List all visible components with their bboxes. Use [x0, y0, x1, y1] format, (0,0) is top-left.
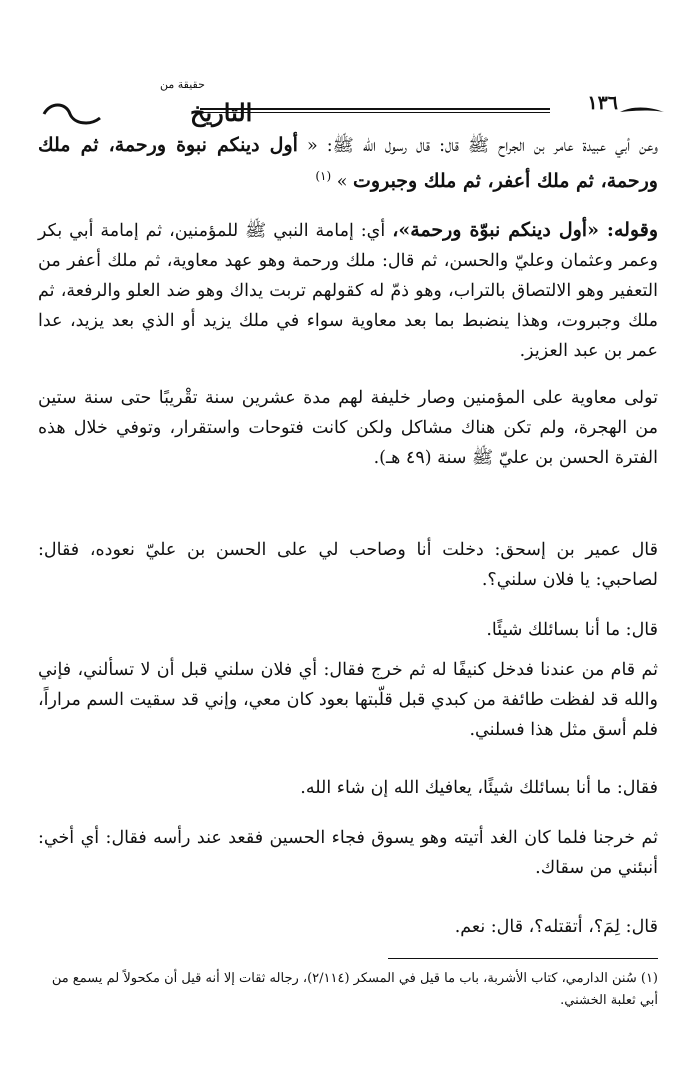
paragraph-reply-2-text: فقال: ما أنا بسائلك شيئًا، يعافيك الله إن شاء الله.	[300, 778, 658, 798]
commentary-body: أي: إمامة النبي ﷺ للمؤمنين، ثم إمامة أبي بكر وعمر وعثمان وعليّ والحسن، ثم قال: ملك ورحمة وهو عهد معاوية، ثم ملك أعفر من التعفير وهو الالتصاق بالتراب، وهو ذمّ له كقولهم تربت يداك وهو ضد العلو والرفعة، ثم ملك وجبروت، وهذا ينضبط بما بعد معاوية سواء في ملك يزيد أو الذي بعد يزيد، عدا عمر بن عبد العزيز.	[38, 221, 658, 361]
hadith-close: »	[336, 171, 348, 192]
footnote: (١) سُنن الدارمي، كتاب الأشربة، باب ما قيل في المسكر (٢/١١٤)، رجاله ثقات إلا أنه قيل أن مكحولاً لم يسمع من أبي ثعلبة الخشني.	[51, 971, 658, 1008]
running-title	[40, 76, 253, 127]
footnote-ref: (١)	[315, 169, 332, 183]
paragraph-husayn-text: ثم خرجنا فلما كان الغد أتيته وهو يسوق فجاء الحسين فقعد عند رأسه فقال: أي أخي: أنبئني من سقاك.	[38, 828, 658, 878]
paragraph-husayn	[38, 823, 658, 883]
paragraph-umayr	[38, 535, 658, 595]
header-rule-thin	[200, 112, 550, 113]
paragraph-kanif	[38, 655, 658, 745]
hadith-intro: وعن أبي عبيدة عامر بن الجراح ﷺ قال: قال رسول الله ﷺ: «	[307, 136, 658, 156]
paragraph-reply-1-text: قال: ما أنا بسائلك شيئًا.	[486, 620, 658, 640]
paragraph-umayr-text: قال عمير بن إسحق: دخلت أنا وصاحب لي على الحسن بن عليّ نعوده، فقال: لصاحبي: يا فلان سلني؟.	[38, 540, 658, 590]
paragraph-muawiya	[38, 383, 658, 473]
paragraph-reply-1	[38, 615, 658, 645]
paragraph-reply-2	[38, 773, 658, 803]
page-number: ١٣٦	[587, 92, 618, 114]
paragraph-hadith	[38, 130, 658, 197]
paragraph-commentary	[38, 215, 658, 366]
commentary-lead: وقوله: «أول دينكم نبوّة ورحمة»،	[392, 219, 658, 241]
page-header	[0, 58, 698, 128]
footnote-rule	[388, 958, 658, 959]
header-swash-ornament	[618, 102, 666, 120]
paragraph-reply-3	[38, 912, 658, 942]
paragraph-reply-3-text: قال: لِمَ؟، أتقتله؟، قال: نعم.	[454, 917, 658, 937]
running-title-main: التاريخ	[190, 98, 253, 127]
hadith-quote: أول دينكم نبوة ورحمة، ثم ملك ورحمة، ثم ملك أعفر، ثم ملك وجبروت	[38, 134, 658, 192]
running-title-small: حقيقة من	[160, 78, 205, 91]
header-rule	[200, 108, 550, 110]
title-flourish-icon	[40, 100, 140, 130]
paragraph-kanif-text: ثم قام من عندنا فدخل كنيفًا له ثم خرج فقال: أي فلان سلني قبل أن لا تسألني، فإني والله قد لفظت طائفة من كبدي قبل قلّبتها بعود كان معي، وإني قد سقيت السم مراراً، فلم أسق مثل هذا فسلني.	[38, 660, 658, 740]
paragraph-muawiya-text: تولى معاوية على المؤمنين وصار خليفة لهم مدة عشرين سنة تقْريبًا حتى سنة ستين من الهجرة، ولم تكن هناك مشاكل ولكن كانت فتوحات واستقرار، وتوفي خلال هذه الفترة الحسن بن عليّ ﷺ سنة (٤٩ هـ).	[38, 388, 658, 468]
